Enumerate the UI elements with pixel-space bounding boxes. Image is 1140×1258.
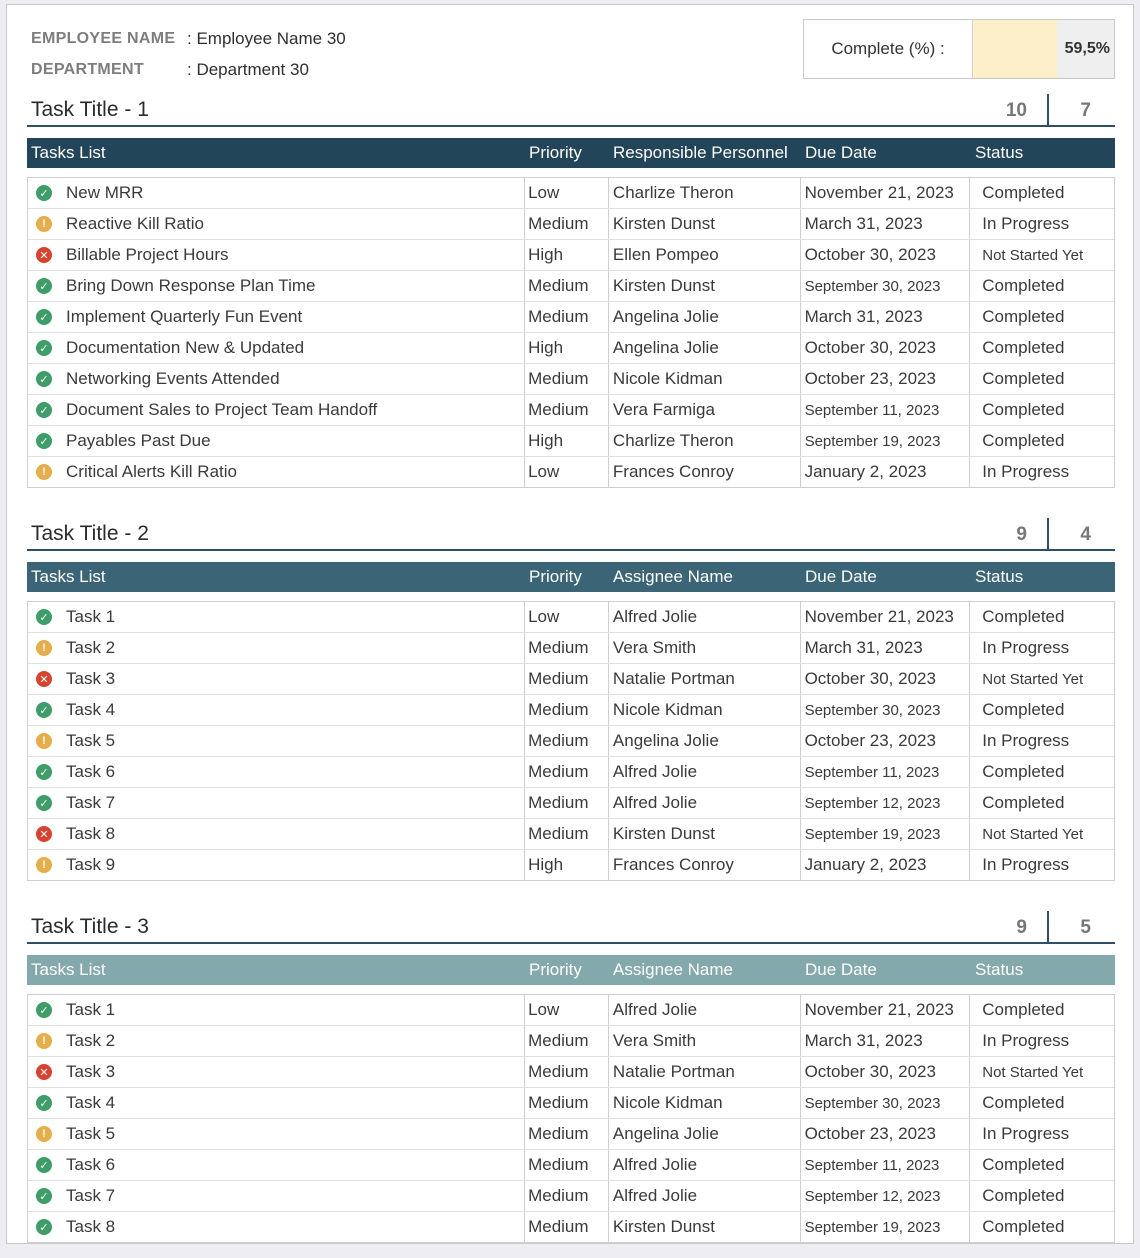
priority-cell: Medium <box>525 726 609 756</box>
due-date-cell: September 19, 2023 <box>801 819 971 849</box>
table-header <box>27 955 1115 985</box>
task-cell <box>28 1150 525 1180</box>
due-date-cell: September 12, 2023 <box>801 1181 971 1211</box>
section-title: Task Title - 2 <box>31 522 149 545</box>
department-row <box>31 54 346 85</box>
priority-cell: Low <box>525 178 609 208</box>
task-name: Networking Events Attended <box>66 369 280 388</box>
task-rows <box>27 994 1115 1243</box>
task-cell <box>28 395 525 425</box>
header-status: Status <box>975 143 1024 162</box>
priority-cell: Medium <box>525 1057 609 1087</box>
table-row <box>28 302 1114 333</box>
person-cell: Alfred Jolie <box>609 995 801 1025</box>
task-cell <box>28 726 525 756</box>
task-cell <box>28 602 525 632</box>
cross-circle-icon: ✕ <box>36 1064 52 1080</box>
status-cell: Completed <box>982 762 1065 781</box>
priority-cell: Medium <box>525 819 609 849</box>
due-date-cell: November 21, 2023 <box>801 178 971 208</box>
check-circle-icon: ✓ <box>36 1219 52 1235</box>
check-circle-icon: ✓ <box>36 340 52 356</box>
task-name: Task 8 <box>66 824 116 843</box>
warning-circle-icon: ! <box>36 1126 52 1142</box>
task-cell <box>28 819 525 849</box>
priority-cell: Medium <box>525 757 609 787</box>
person-cell: Alfred Jolie <box>609 757 801 787</box>
employee-name-value: : Employee Name 30 <box>187 28 346 48</box>
section-completed-count: 5 <box>1080 917 1091 938</box>
task-name: Task 5 <box>66 1124 116 1143</box>
due-date-cell: October 30, 2023 <box>801 333 971 363</box>
table-row <box>28 240 1114 271</box>
due-date-cell: October 23, 2023 <box>801 726 971 756</box>
header-tasks-list: Tasks List <box>31 567 106 586</box>
status-cell: Completed <box>982 183 1065 202</box>
status-cell: In Progress <box>982 1124 1070 1143</box>
person-cell: Vera Smith <box>609 1026 801 1056</box>
check-circle-icon: ✓ <box>36 402 52 418</box>
table-row <box>28 1119 1114 1150</box>
due-date-cell: March 31, 2023 <box>801 209 971 239</box>
section-completed-count: 4 <box>1080 524 1091 545</box>
header-tasks-list: Tasks List <box>31 960 106 979</box>
person-cell: Kirsten Dunst <box>609 1212 801 1242</box>
status-cell: Completed <box>982 607 1065 626</box>
status-cell: In Progress <box>982 855 1070 874</box>
task-cell <box>28 1181 525 1211</box>
task-cell <box>28 302 525 332</box>
task-name: Task 2 <box>66 638 116 657</box>
count-divider <box>1047 94 1049 126</box>
table-row <box>28 395 1114 426</box>
person-cell: Frances Conroy <box>609 850 801 880</box>
header-assignee: Assignee Name <box>613 960 734 979</box>
priority-cell: Medium <box>525 1088 609 1118</box>
due-date-cell: September 11, 2023 <box>801 1150 971 1180</box>
task-name: Billable Project Hours <box>66 245 229 264</box>
task-cell <box>28 426 525 456</box>
person-cell: Frances Conroy <box>609 457 801 487</box>
status-cell: Completed <box>982 793 1065 812</box>
table-row <box>28 995 1114 1026</box>
person-cell: Alfred Jolie <box>609 602 801 632</box>
check-circle-icon: ✓ <box>36 185 52 201</box>
person-cell: Natalie Portman <box>609 1057 801 1087</box>
priority-cell: High <box>525 333 609 363</box>
task-cell <box>28 757 525 787</box>
due-date-cell: October 30, 2023 <box>801 240 971 270</box>
task-name: Document Sales to Project Team Handoff <box>66 400 378 419</box>
table-row <box>28 726 1114 757</box>
employee-name-label: EMPLOYEE NAME <box>31 29 176 47</box>
task-name: Task 3 <box>66 669 116 688</box>
department-value: : Department 30 <box>187 59 309 79</box>
due-date-cell: October 23, 2023 <box>801 1119 971 1149</box>
status-cell: In Progress <box>982 638 1070 657</box>
task-name: Task 7 <box>66 1186 116 1205</box>
person-cell: Vera Farmiga <box>609 395 801 425</box>
table-row <box>28 1026 1114 1057</box>
section-total-count: 9 <box>1016 524 1027 545</box>
table-row <box>28 850 1114 880</box>
task-section-2 <box>27 517 1115 881</box>
check-circle-icon: ✓ <box>36 609 52 625</box>
status-cell: Completed <box>982 431 1065 450</box>
department-label: DEPARTMENT <box>31 60 144 78</box>
task-name: Payables Past Due <box>66 431 211 450</box>
header-personnel: Responsible Personnel <box>613 143 788 162</box>
task-cell <box>28 240 525 270</box>
priority-cell: Medium <box>525 1119 609 1149</box>
table-row <box>28 1212 1114 1242</box>
due-date-cell: November 21, 2023 <box>801 602 971 632</box>
priority-cell: Medium <box>525 1026 609 1056</box>
warning-circle-icon: ! <box>36 216 52 232</box>
task-cell <box>28 1026 525 1056</box>
due-date-cell: September 11, 2023 <box>801 395 971 425</box>
section-title-row <box>27 910 1115 944</box>
complete-progress-bar <box>973 20 1057 78</box>
priority-cell: Medium <box>525 1212 609 1242</box>
priority-cell: Medium <box>525 1181 609 1211</box>
due-date-cell: March 31, 2023 <box>801 633 971 663</box>
status-cell: Completed <box>982 1217 1065 1236</box>
person-cell: Nicole Kidman <box>609 1088 801 1118</box>
task-cell <box>28 178 525 208</box>
table-row <box>28 271 1114 302</box>
task-cell <box>28 633 525 663</box>
check-circle-icon: ✓ <box>36 795 52 811</box>
priority-cell: High <box>525 240 609 270</box>
header-assignee: Assignee Name <box>613 567 734 586</box>
task-cell <box>28 788 525 818</box>
count-divider <box>1047 518 1049 550</box>
table-header <box>27 562 1115 592</box>
due-date-cell: October 30, 2023 <box>801 1057 971 1087</box>
task-cell <box>28 850 525 880</box>
table-row <box>28 695 1114 726</box>
table-row <box>28 757 1114 788</box>
check-circle-icon: ✓ <box>36 1095 52 1111</box>
task-name: Task 6 <box>66 762 116 781</box>
header-status: Status <box>975 960 1024 979</box>
section-title: Task Title - 1 <box>31 98 149 121</box>
section-title: Task Title - 3 <box>31 915 149 938</box>
check-circle-icon: ✓ <box>36 1002 52 1018</box>
task-name: Task 3 <box>66 1062 116 1081</box>
status-cell: Completed <box>982 1186 1065 1205</box>
task-section-3 <box>27 910 1115 1243</box>
table-row <box>28 664 1114 695</box>
table-row <box>28 178 1114 209</box>
status-cell: Completed <box>982 1155 1065 1174</box>
person-cell: Kirsten Dunst <box>609 819 801 849</box>
warning-circle-icon: ! <box>36 640 52 656</box>
status-cell: Completed <box>982 700 1065 719</box>
task-section-1 <box>27 93 1115 488</box>
task-name: Task 4 <box>66 1093 116 1112</box>
status-cell: Completed <box>982 307 1065 326</box>
table-row <box>28 333 1114 364</box>
task-cell <box>28 1057 525 1087</box>
task-cell <box>28 695 525 725</box>
person-cell: Angelina Jolie <box>609 302 801 332</box>
status-cell: In Progress <box>982 214 1070 233</box>
due-date-cell: March 31, 2023 <box>801 1026 971 1056</box>
task-name: Task 2 <box>66 1031 116 1050</box>
person-cell: Alfred Jolie <box>609 1181 801 1211</box>
task-cell <box>28 209 525 239</box>
task-name: Reactive Kill Ratio <box>66 214 204 233</box>
task-cell <box>28 1119 525 1149</box>
due-date-cell: September 30, 2023 <box>801 1088 971 1118</box>
priority-cell: Medium <box>525 209 609 239</box>
priority-cell: Medium <box>525 695 609 725</box>
status-cell: Not Started Yet <box>982 1063 1084 1081</box>
cross-circle-icon: ✕ <box>36 671 52 687</box>
priority-cell: Medium <box>525 633 609 663</box>
table-row <box>28 364 1114 395</box>
status-cell: In Progress <box>982 731 1070 750</box>
status-cell: Completed <box>982 1000 1065 1019</box>
check-circle-icon: ✓ <box>36 371 52 387</box>
priority-cell: Medium <box>525 364 609 394</box>
task-name: Task 9 <box>66 855 116 874</box>
cross-circle-icon: ✕ <box>36 826 52 842</box>
table-row <box>28 602 1114 633</box>
priority-cell: Medium <box>525 664 609 694</box>
count-divider <box>1047 911 1049 943</box>
header-priority: Priority <box>529 960 582 979</box>
header-priority: Priority <box>529 143 582 162</box>
employee-name-row <box>31 23 346 54</box>
task-name: Task 6 <box>66 1155 116 1174</box>
due-date-cell: September 30, 2023 <box>801 271 971 301</box>
due-date-cell: September 19, 2023 <box>801 1212 971 1242</box>
check-circle-icon: ✓ <box>36 278 52 294</box>
person-cell: Kirsten Dunst <box>609 271 801 301</box>
priority-cell: High <box>525 850 609 880</box>
header-status: Status <box>975 567 1024 586</box>
warning-circle-icon: ! <box>36 733 52 749</box>
task-cell <box>28 1088 525 1118</box>
table-row <box>28 457 1114 487</box>
check-circle-icon: ✓ <box>36 764 52 780</box>
priority-cell: Medium <box>525 788 609 818</box>
person-cell: Ellen Pompeo <box>609 240 801 270</box>
status-cell: In Progress <box>982 1031 1070 1050</box>
due-date-cell: March 31, 2023 <box>801 302 971 332</box>
complete-value: 59,5% <box>1057 20 1114 78</box>
task-cell <box>28 457 525 487</box>
priority-cell: Medium <box>525 1150 609 1180</box>
section-title-row <box>27 517 1115 551</box>
section-title-row <box>27 93 1115 127</box>
status-cell: Completed <box>982 369 1065 388</box>
person-cell: Kirsten Dunst <box>609 209 801 239</box>
complete-percentage-box <box>803 19 1115 79</box>
priority-cell: Low <box>525 602 609 632</box>
task-name: Documentation New & Updated <box>66 338 305 357</box>
person-cell: Angelina Jolie <box>609 333 801 363</box>
person-cell: Charlize Theron <box>609 178 801 208</box>
table-row <box>28 209 1114 240</box>
table-row <box>28 1057 1114 1088</box>
header-due-date: Due Date <box>805 960 877 979</box>
header-tasks-list: Tasks List <box>31 143 106 162</box>
header-priority: Priority <box>529 567 582 586</box>
priority-cell: Medium <box>525 302 609 332</box>
status-cell: Not Started Yet <box>982 246 1084 264</box>
due-date-cell: September 12, 2023 <box>801 788 971 818</box>
section-total-count: 9 <box>1016 917 1027 938</box>
task-sheet <box>6 4 1134 1244</box>
priority-cell: High <box>525 426 609 456</box>
task-name: Task 5 <box>66 731 116 750</box>
task-name: Bring Down Response Plan Time <box>66 276 316 295</box>
task-cell <box>28 664 525 694</box>
person-cell: Natalie Portman <box>609 664 801 694</box>
task-name: Implement Quarterly Fun Event <box>66 307 303 326</box>
complete-label: Complete (%) : <box>804 20 973 78</box>
priority-cell: Medium <box>525 271 609 301</box>
task-rows <box>27 601 1115 881</box>
due-date-cell: September 11, 2023 <box>801 757 971 787</box>
due-date-cell: January 2, 2023 <box>801 850 971 880</box>
table-header <box>27 138 1115 168</box>
check-circle-icon: ✓ <box>36 1157 52 1173</box>
header-due-date: Due Date <box>805 143 877 162</box>
status-cell: Completed <box>982 338 1065 357</box>
due-date-cell: November 21, 2023 <box>801 995 971 1025</box>
status-cell: Not Started Yet <box>982 670 1084 688</box>
person-cell: Angelina Jolie <box>609 1119 801 1149</box>
section-completed-count: 7 <box>1080 100 1091 121</box>
task-name: Task 1 <box>66 607 116 626</box>
status-cell: In Progress <box>982 462 1070 481</box>
task-cell <box>28 1212 525 1242</box>
priority-cell: Low <box>525 457 609 487</box>
check-circle-icon: ✓ <box>36 1188 52 1204</box>
due-date-cell: October 23, 2023 <box>801 364 971 394</box>
warning-circle-icon: ! <box>36 1033 52 1049</box>
warning-circle-icon: ! <box>36 857 52 873</box>
check-circle-icon: ✓ <box>36 702 52 718</box>
table-row <box>28 1088 1114 1119</box>
priority-cell: Low <box>525 995 609 1025</box>
task-cell <box>28 333 525 363</box>
person-cell: Charlize Theron <box>609 426 801 456</box>
table-row <box>28 1150 1114 1181</box>
task-cell <box>28 995 525 1025</box>
status-cell: Completed <box>982 1093 1065 1112</box>
task-name: Task 4 <box>66 700 116 719</box>
task-cell <box>28 364 525 394</box>
priority-cell: Medium <box>525 395 609 425</box>
due-date-cell: October 30, 2023 <box>801 664 971 694</box>
task-name: New MRR <box>66 183 144 202</box>
table-row <box>28 426 1114 457</box>
table-row <box>28 633 1114 664</box>
check-circle-icon: ✓ <box>36 309 52 325</box>
warning-circle-icon: ! <box>36 464 52 480</box>
person-cell: Vera Smith <box>609 633 801 663</box>
task-name: Task 1 <box>66 1000 116 1019</box>
check-circle-icon: ✓ <box>36 433 52 449</box>
due-date-cell: January 2, 2023 <box>801 457 971 487</box>
due-date-cell: September 19, 2023 <box>801 426 971 456</box>
cross-circle-icon: ✕ <box>36 247 52 263</box>
person-cell: Alfred Jolie <box>609 1150 801 1180</box>
task-rows <box>27 177 1115 488</box>
status-cell: Not Started Yet <box>982 825 1084 843</box>
task-name: Critical Alerts Kill Ratio <box>66 462 237 481</box>
task-cell <box>28 271 525 301</box>
header-due-date: Due Date <box>805 567 877 586</box>
person-cell: Angelina Jolie <box>609 726 801 756</box>
status-cell: Completed <box>982 276 1065 295</box>
table-row <box>28 1181 1114 1212</box>
table-row <box>28 819 1114 850</box>
person-cell: Alfred Jolie <box>609 788 801 818</box>
person-cell: Nicole Kidman <box>609 695 801 725</box>
task-name: Task 8 <box>66 1217 116 1236</box>
due-date-cell: September 30, 2023 <box>801 695 971 725</box>
employee-info <box>31 23 346 85</box>
section-total-count: 10 <box>1005 100 1027 121</box>
status-cell: Completed <box>982 400 1065 419</box>
task-name: Task 7 <box>66 793 116 812</box>
person-cell: Nicole Kidman <box>609 364 801 394</box>
table-row <box>28 788 1114 819</box>
